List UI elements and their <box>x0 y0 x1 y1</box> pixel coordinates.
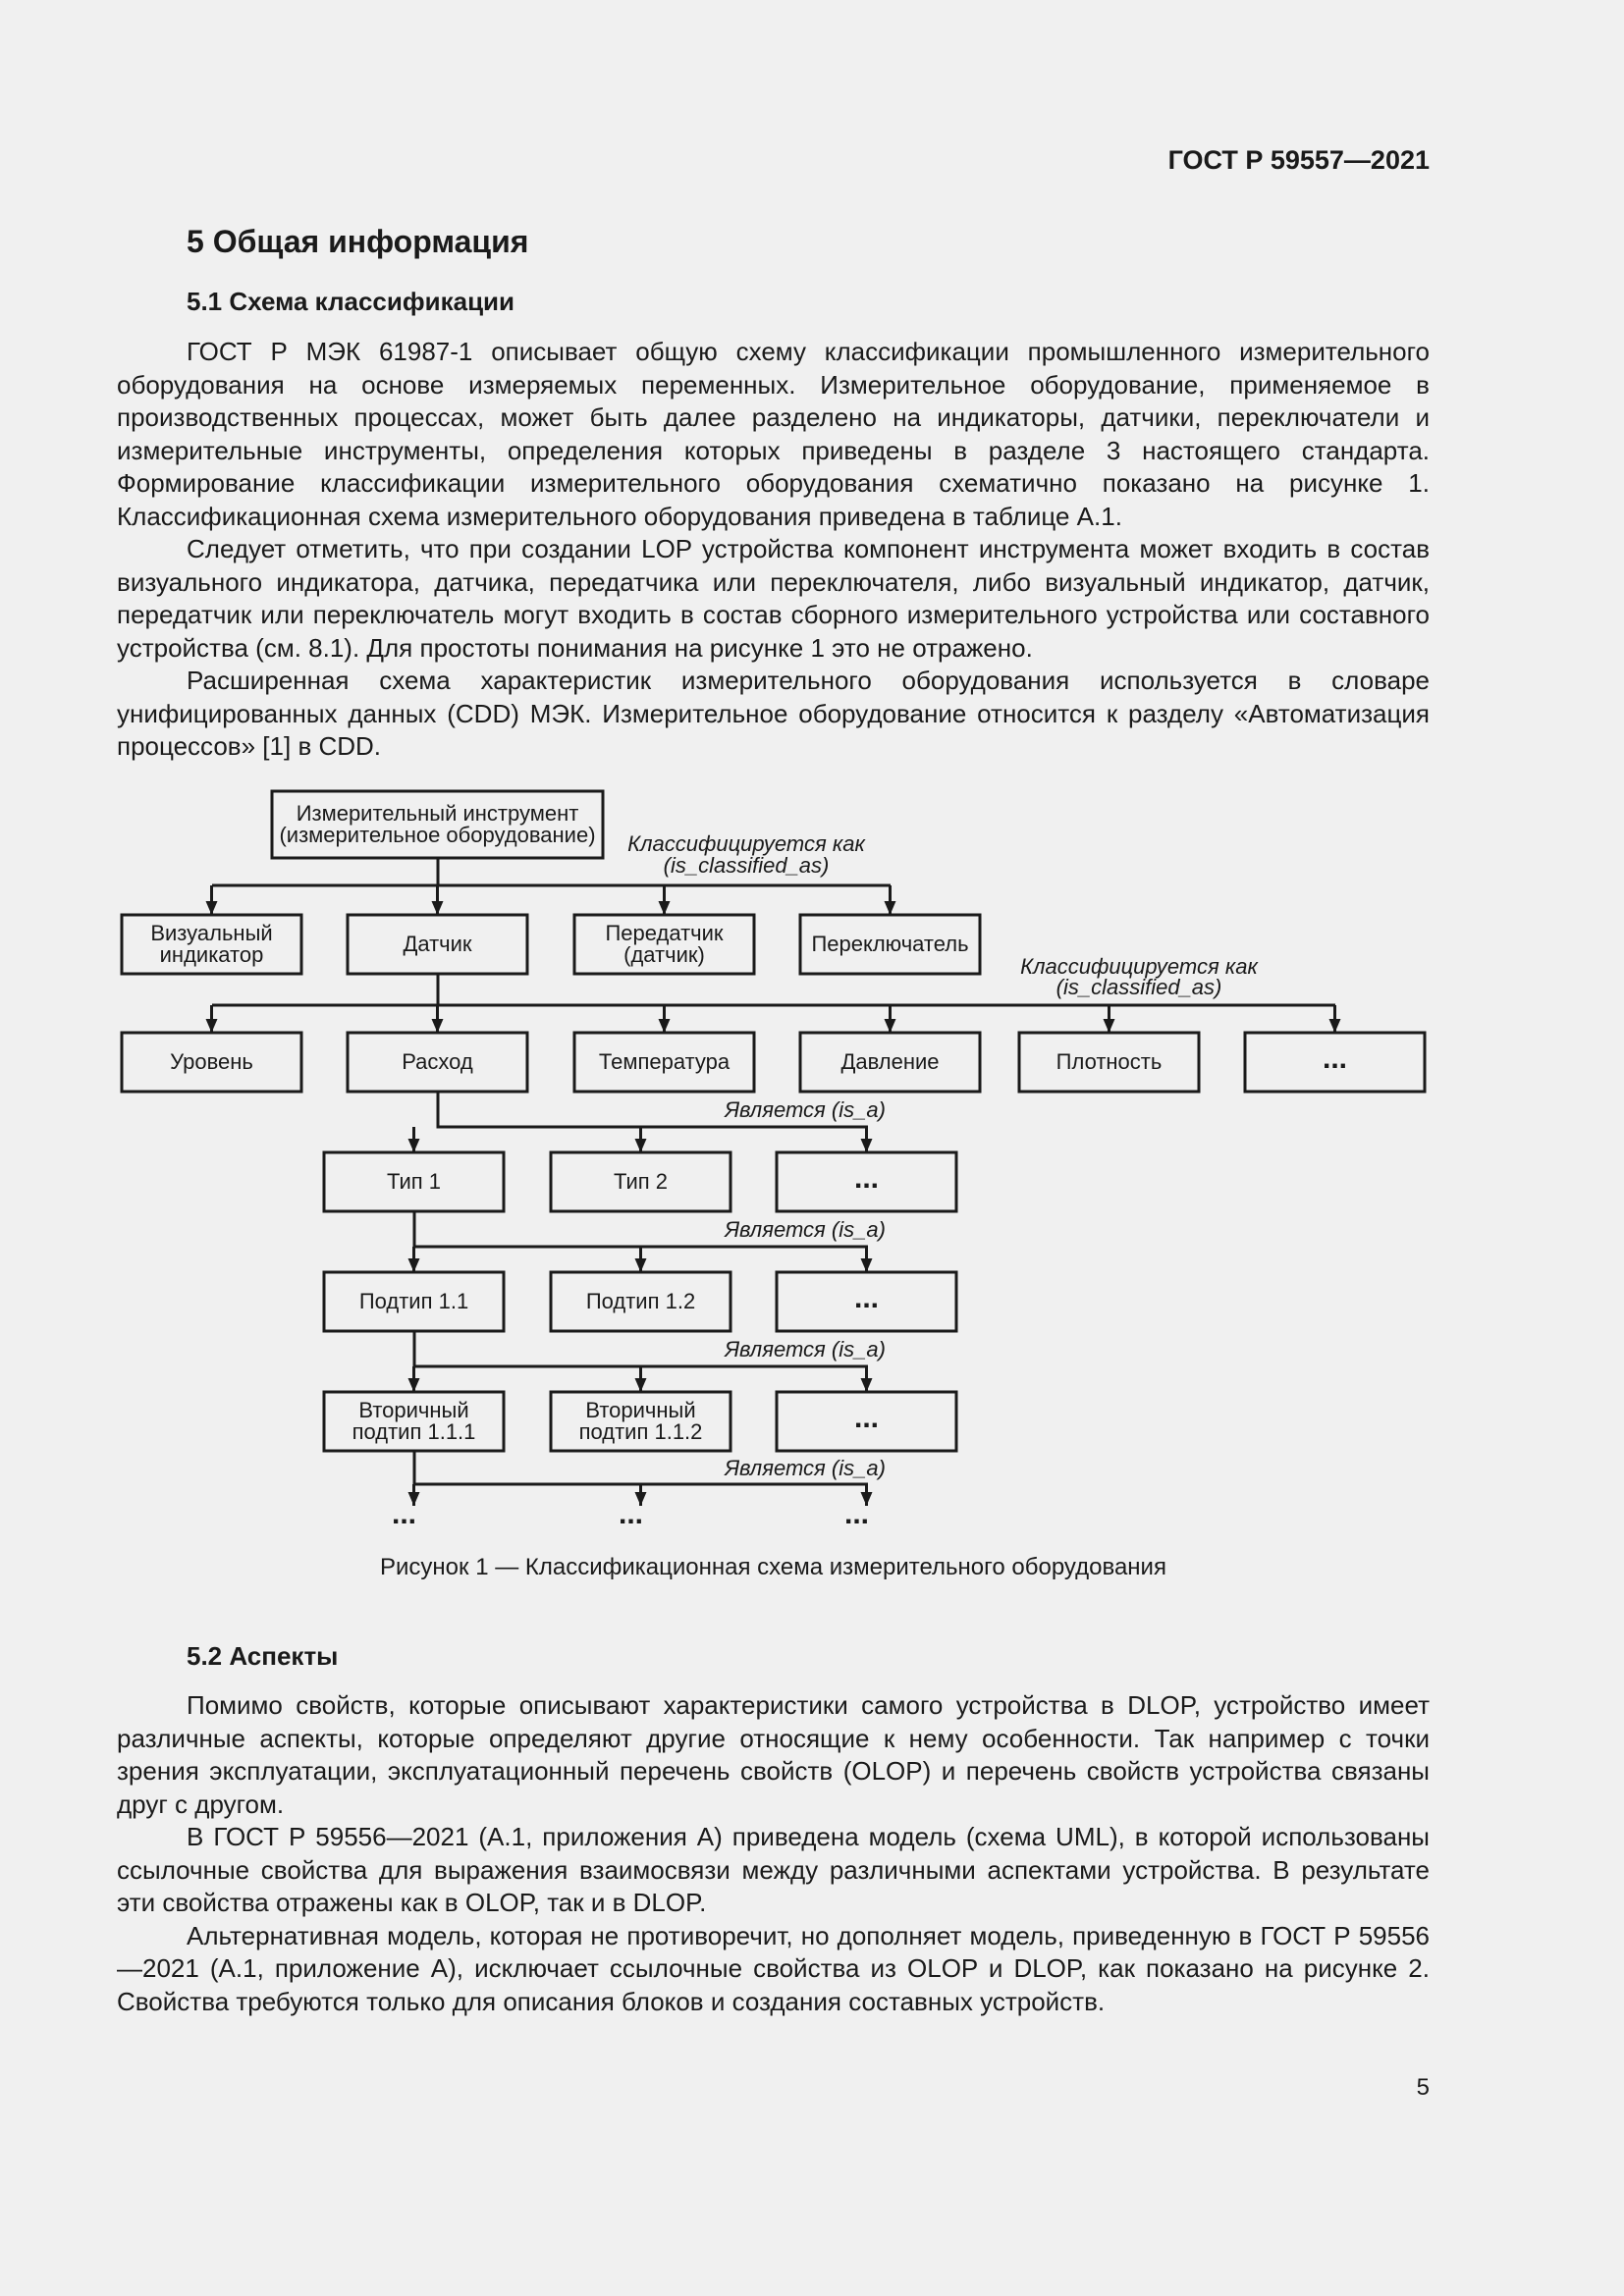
arrowhead <box>659 1019 671 1033</box>
node-label: Визуальный <box>150 921 273 945</box>
relation-label: (is_classified_as) <box>1056 975 1222 999</box>
relation-label: (is_classified_as) <box>663 853 830 878</box>
paragraph: Помимо свойств, которые описывают характеристики самого устройства в DLOP, устройство имеет различные аспекты, которые определяют другие относящие к нему особенности. Так например с точки зрения эксплуатации, эксплуатационный перечень свойств (OLOP) и перечень свойств устройства связаны друг с другом. <box>117 1690 1430 1819</box>
relation-label: Является (is_a) <box>725 1456 886 1480</box>
relation-label: Является (is_a) <box>725 1097 886 1122</box>
node-label: Тип 2 <box>613 1169 669 1194</box>
arrowhead <box>432 901 444 915</box>
node-subtype <box>324 1272 504 1331</box>
node-label: подтип 1.1.2 <box>578 1419 703 1444</box>
node-label: Переключатель <box>811 932 969 956</box>
node-label: индикатор <box>159 942 264 967</box>
arrowhead <box>885 901 896 915</box>
node-label: Подтип 1.2 <box>585 1289 696 1313</box>
node-level1 <box>800 915 980 974</box>
node-level1 <box>122 915 301 974</box>
node-label: Датчик <box>403 932 472 956</box>
document-id: ГОСТ Р 59557—2021 <box>1167 145 1430 175</box>
section-title: 5 Общая информация <box>187 224 529 259</box>
arrowhead <box>408 1258 420 1272</box>
subsection-title-5-2: 5.2 Аспекты <box>187 1641 339 1671</box>
arrowhead <box>659 901 671 915</box>
arrowhead <box>635 1139 647 1152</box>
node-label: Подтип 1.1 <box>358 1289 469 1313</box>
node-label: Давление <box>840 1049 940 1074</box>
node-label: Измерительный инструмент <box>296 801 579 826</box>
node-label: (измерительное оборудование) <box>279 823 596 847</box>
arrowhead <box>635 1258 647 1272</box>
node-type <box>777 1152 956 1211</box>
node-label: подтип 1.1.1 <box>352 1419 476 1444</box>
arrowhead <box>635 1378 647 1392</box>
node-label: Уровень <box>170 1049 253 1074</box>
node-type <box>324 1152 504 1211</box>
node-label: Температура <box>598 1049 731 1074</box>
paragraph: Расширенная схема характеристик измерительного оборудования используется в словаре унифицированных данных (CDD) МЭК. Измерительное оборудование относится к разделу «Автоматизация процессов» [1] в CDD. <box>117 666 1430 761</box>
node-label: ... <box>853 1402 880 1434</box>
ellipsis-node: ... <box>391 1498 417 1530</box>
node-label: ... <box>853 1282 880 1314</box>
relation-label: Является (is_a) <box>725 1337 886 1362</box>
node-level1 <box>348 915 527 974</box>
arrowhead <box>408 1378 420 1392</box>
node-level2 <box>348 1033 527 1092</box>
paragraph: В ГОСТ Р 59556—2021 (А.1, приложения А) приведена модель (схема UML), в которой использованы ссылочные свойства для выражения взаимосвязи между различными аспектами устройства. В результате эти свойства отражены как в OLOP, так и в DLOP. <box>117 1822 1430 1917</box>
arrowhead <box>861 1258 873 1272</box>
node-label: Тип 1 <box>386 1169 442 1194</box>
ellipsis-node: ... <box>618 1498 644 1530</box>
node-label: ... <box>853 1162 880 1195</box>
node-level2 <box>800 1033 980 1092</box>
arrowhead <box>861 1378 873 1392</box>
paragraph: Следует отметить, что при создании LOP устройства компонент инструмента может входить в состав визуального индикатора, датчика, передатчика или переключателя, либо визуальный индикатор, датчик, передатчик или переключатель могут входить в состав сборного измерительного устройства или составного устройства (см. 8.1). Для простоты понимания на рисунке 1 это не отражено. <box>117 534 1430 663</box>
node-secondary-subtype <box>777 1392 956 1451</box>
node-label: Расход <box>402 1049 473 1074</box>
arrowhead <box>432 1019 444 1033</box>
subsection-title-5-1: 5.1 Схема классификации <box>187 287 515 316</box>
node-label: (датчик) <box>623 942 705 967</box>
relation-label: Классифицируется как <box>1020 954 1258 979</box>
node-level2 <box>1019 1033 1199 1092</box>
arrowhead <box>1329 1019 1341 1033</box>
node-label: Вторичный <box>358 1398 469 1422</box>
arrowhead <box>206 1019 218 1033</box>
node-label: Вторичный <box>585 1398 696 1422</box>
paragraph: ГОСТ Р МЭК 61987-1 описывает общую схему классификации промышленного измерительного оборудования на основе измеряемых переменных. Измерительное оборудование, применяемое в производственных процессах, может быть далее разделено на индикаторы, датчики, переключатели и измерительные инструменты, определения которых приведены в разделе 3 настоящего стандарта. Формирование классификации измерительного оборудования схематично показано на рисунке 1. Классификационная схема измерительного оборудования приведена в таблице А.1. <box>117 337 1430 531</box>
node-secondary-subtype <box>551 1392 731 1451</box>
node-level2 <box>1245 1033 1425 1092</box>
node-level2 <box>122 1033 301 1092</box>
arrowhead <box>206 901 218 915</box>
figure-caption: Рисунок 1 — Классификационная схема измерительного оборудования <box>380 1554 1166 1580</box>
node-level1 <box>574 915 754 974</box>
node-label: Передатчик <box>605 921 724 945</box>
arrowhead <box>861 1139 873 1152</box>
ellipsis-node: ... <box>843 1498 870 1530</box>
node-secondary-subtype <box>324 1392 504 1451</box>
node-subtype <box>551 1272 731 1331</box>
node-level2 <box>574 1033 754 1092</box>
arrowhead <box>1104 1019 1115 1033</box>
section-5-2-body <box>117 1689 1430 2018</box>
relation-label: Классифицируется как <box>627 831 865 856</box>
arrowhead <box>885 1019 896 1033</box>
paragraph: Альтернативная модель, которая не противоречит, но дополняет модель, приведенную в ГОСТ Р 59556—2021 (А.1, приложение А), исключает ссылочные свойства из OLOP и DLOP, как показано на рисунке 2. Свойства требуются только для описания блоков и создания составных устройств. <box>117 1920 1430 2016</box>
arrowhead <box>408 1139 420 1152</box>
node-root <box>272 791 603 858</box>
node-label: ... <box>1322 1042 1348 1075</box>
relation-label: Является (is_a) <box>725 1217 886 1242</box>
page-number: 5 <box>1416 2074 1430 2101</box>
node-subtype <box>777 1272 956 1331</box>
node-label: Плотность <box>1056 1049 1163 1074</box>
node-type <box>551 1152 731 1211</box>
